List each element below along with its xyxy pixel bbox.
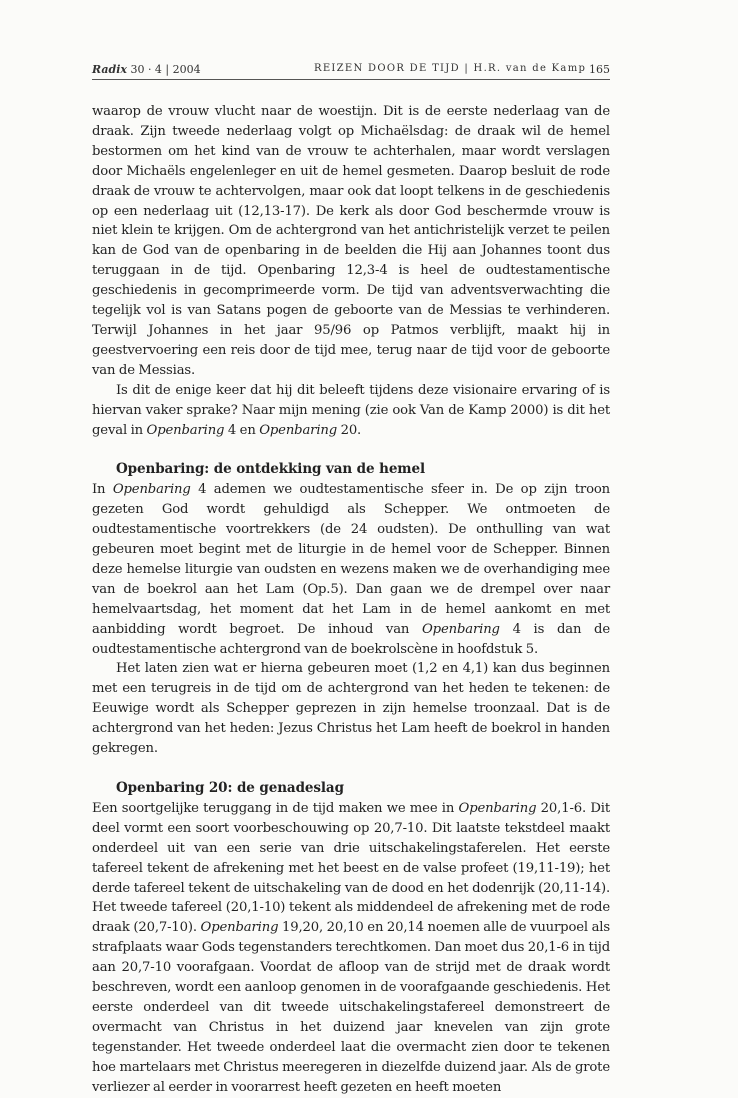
page-number: 165 (589, 63, 610, 76)
paragraph-5-text-c: 19,20, 20,10 en 20,14 noemen alle de vuurpoel als strafplaats waar Gods tegenstanders terechtkomen. Dan moet dus 20,1-6 in tijd aan 20,7-10 voorafgaan. Voordat de afloop van de strijd met de draak wordt beschreven, wordt een aanloop genomen in de voorafgaande geschiedenis. Het eerste onderdeel van dit tweede uitschakelingstafereel demonstreert de overmacht van Christus in het duizend jaar knevelen van zijn grote tegenstander. Het tweede onderdeel laat die overmacht zien door te tekenen hoe martelaars met Christus meeregeren in diezelfde duizend jaar. Als de grote verliezer al eerder in voorarrest heeft gezeten en heeft moeten (92, 920, 610, 1095)
paragraph-3 (92, 480, 610, 659)
section-heading-2: Openbaring 20: de genadeslag (116, 780, 344, 796)
book-title-italic: Openbaring (146, 422, 225, 438)
book-title-italic: Openbaring (259, 422, 338, 438)
paragraph-1: waarop de vrouw vlucht naar de woestijn. Dit is de eerste nederlaag van de draak. Zijn tweede nederlaag volgt op Michaëlsdag: de draak wil de hemel bestormen om het kind van de vrouw te achterhalen, maar wordt verslagen door Michaëls engelenleger en uit de hemel gesmeten. Daarop besluit de rode draak de vrouw te achtervolgen, maar ook dat loopt telkens in de geschiedenis op een nederlaag uit (12,13-17). De kerk als door God beschermde vrouw is niet klein te krijgen. Om de achtergrond van het antichristelijk verzet te peilen kan de God van de openbaring in de beelden die Hij aan Johannes toont dus teruggaan in de tijd. Openbaring 12,3-4 is heel de oudtestamentische geschiedenis in gecomprimeerde vorm. De tijd van adventsverwachting die tegelijk vol is van Satans pogen de geboorte van de Messias te verhinderen. Terwijl Johannes in het jaar 95/96 op Patmos verblijft, maakt hij in geestvervoering een reis door de tijd mee, terug naar de tijd voor de geboorte van de Messias. (92, 104, 610, 378)
paragraph-5-text-b: 20,1-6. Dit deel vormt een soort voorbeschouwing op 20,7-10. Dit laatste tekstdeel maakt onderdeel uit van een serie van drie uitschakelingstaferelen. Het eerste tafereel tekent de afrekening met het beest en de valse profeet (19,11-19); het derde tafereel tekent de uitschakeling van de dood en het dodenrijk (20,11-14). Het tweede tafereel (20,1-10) tekent als middendeel de afrekening met de rode draak (20,7-10). (92, 800, 610, 936)
section-gap (92, 759, 610, 779)
book-title-italic: Openbaring (200, 920, 279, 936)
paragraph-2-text-b: 4 en (224, 422, 260, 438)
paragraph-4: Het laten zien wat er hierna gebeuren moet (1,2 en 4,1) kan dus beginnen met een terugreis in de tijd om de achtergrond van het heden te tekenen: de Eeuwige wordt als Schepper geprezen in zijn hemelse troonzaal. Dat is de achtergrond van het heden: Jezus Christus het Lam heeft de boekrol in handen gekregen. (92, 661, 610, 757)
book-title-italic: Openbaring (422, 621, 500, 637)
paragraph-2-text-a: Is dit de enige keer dat hij dit beleeft tijdens deze visionaire ervaring of is hiervan vaker sprake? Naar mijn mening (zie ook Van de Kamp 2000) is dit het geval in (92, 382, 610, 438)
article-body (92, 102, 610, 1098)
journal-citation (92, 63, 201, 76)
paragraph-2-text-c: 20. (337, 422, 362, 438)
section-gap (92, 440, 610, 460)
paragraph-5-text-a: Een soortgelijke teruggang in de tijd maken we mee in (92, 800, 459, 816)
paragraph-3-text-b: 4 ademen we oudtestamentische sfeer in. De op zijn troon gezeten God wordt gehuldigd als Schepper. We ontmoeten de oudtestamentische voortrekkers (de 24 oudsten). De onthulling van wat gebeuren moet begint met de liturgie in de hemel voor de Schepper. Binnen deze hemelse liturgie van oudsten en wezens maken we de overhandiging mee van de boekrol aan het Lam (Op.5). Dan gaan we de drempel over naar hemelvaartsdag, het moment dat het Lam in de hemel aankomt en met aanbidding wordt begroet. De inhoud van (92, 482, 610, 637)
section-title: REIZEN DOOR DE TIJD | H.R. van de Kamp (314, 63, 587, 74)
paragraph-3-text-a: In (92, 482, 113, 498)
section-heading-1: Openbaring: de ontdekking van de hemel (116, 461, 426, 478)
running-header (92, 61, 610, 80)
paragraph-5 (92, 799, 610, 1098)
book-title-italic: Openbaring (112, 482, 191, 498)
book-title-italic: Openbaring (458, 800, 537, 816)
paragraph-3-text-c: 4 is dan de oudtestamentische achtergrond van de boekrolscène in hoofdstuk 5. (92, 621, 611, 657)
journal-issue: 30 · 4 | 2004 (126, 63, 201, 76)
journal-name: Radix (92, 63, 127, 76)
paragraph-2 (92, 381, 610, 441)
